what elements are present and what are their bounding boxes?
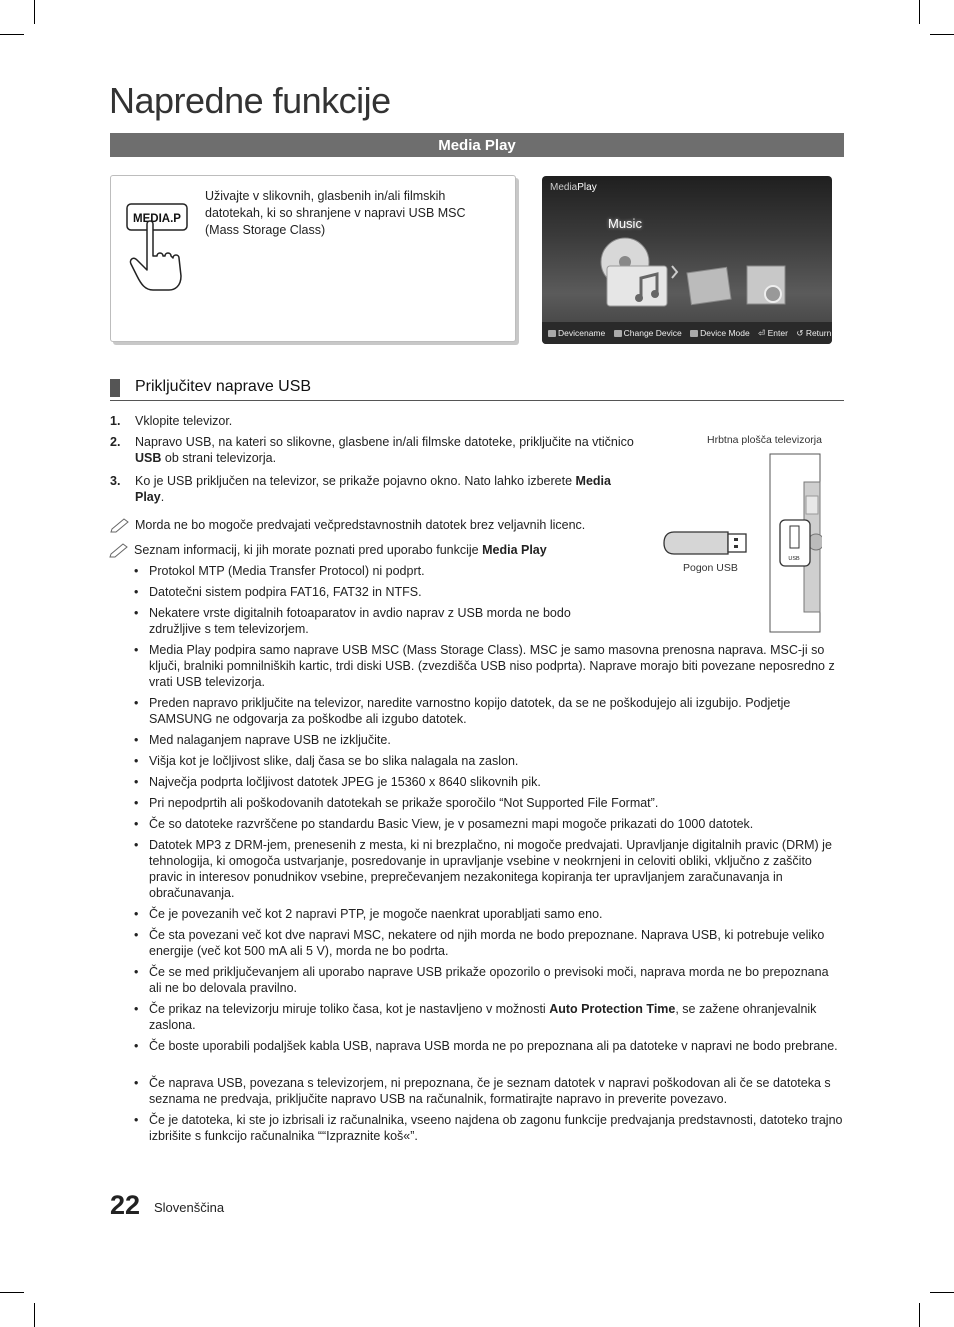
back-panel-label: Hrbtna plošča televizorja	[707, 434, 822, 446]
usb-connection-diagram	[660, 452, 822, 634]
crop-mark	[0, 1292, 24, 1293]
media-category-icons	[597, 236, 807, 316]
return-icon: ↺	[796, 328, 804, 338]
pencil-note-icon	[109, 542, 129, 558]
d-button-icon	[690, 330, 698, 337]
crop-mark	[930, 34, 954, 35]
intro-text: Uživajte v slikovnih, glasbenih in/ali filmskih datotekah, ki so shranjene v napravi USB MSC (Mass Storage Class)	[205, 189, 466, 237]
usb-port-label: USB	[788, 556, 800, 562]
media-play-brand: MediaPlay	[550, 182, 597, 193]
usb-stick-icon	[664, 532, 746, 554]
chevron-right-icon	[672, 266, 677, 278]
page-title: Napredne funkcije	[109, 80, 391, 121]
remote-hand-icon	[125, 194, 191, 292]
remote-button-label: MEDIA.P	[133, 213, 181, 225]
crop-mark	[34, 0, 35, 24]
crop-mark	[919, 0, 920, 24]
crop-mark	[34, 1303, 35, 1327]
page-language: Slovenščina	[154, 1200, 225, 1215]
enter-icon: ⏎	[758, 328, 766, 338]
section-heading-usb: Priključitev naprave USB	[110, 378, 844, 401]
photo-icon	[687, 267, 731, 304]
crop-mark	[919, 1303, 920, 1327]
crop-mark	[930, 1292, 954, 1293]
b-button-icon	[614, 330, 622, 337]
page-number: 22	[110, 1190, 141, 1220]
heading-bar	[110, 379, 120, 397]
gear-icon	[765, 286, 781, 302]
usb-stick-label: Pogon USB	[683, 562, 738, 574]
intro-box	[110, 175, 516, 342]
music-category[interactable]: Music	[608, 216, 642, 231]
a-button-icon	[548, 330, 556, 337]
pencil-note-icon	[110, 517, 130, 533]
crop-mark	[0, 34, 24, 35]
section-title: Media Play	[110, 133, 844, 157]
media-play-screen	[542, 176, 832, 344]
tv-footer: Devicename Change Device Device Mode ⏎ Enter ↺ Return	[542, 322, 832, 344]
